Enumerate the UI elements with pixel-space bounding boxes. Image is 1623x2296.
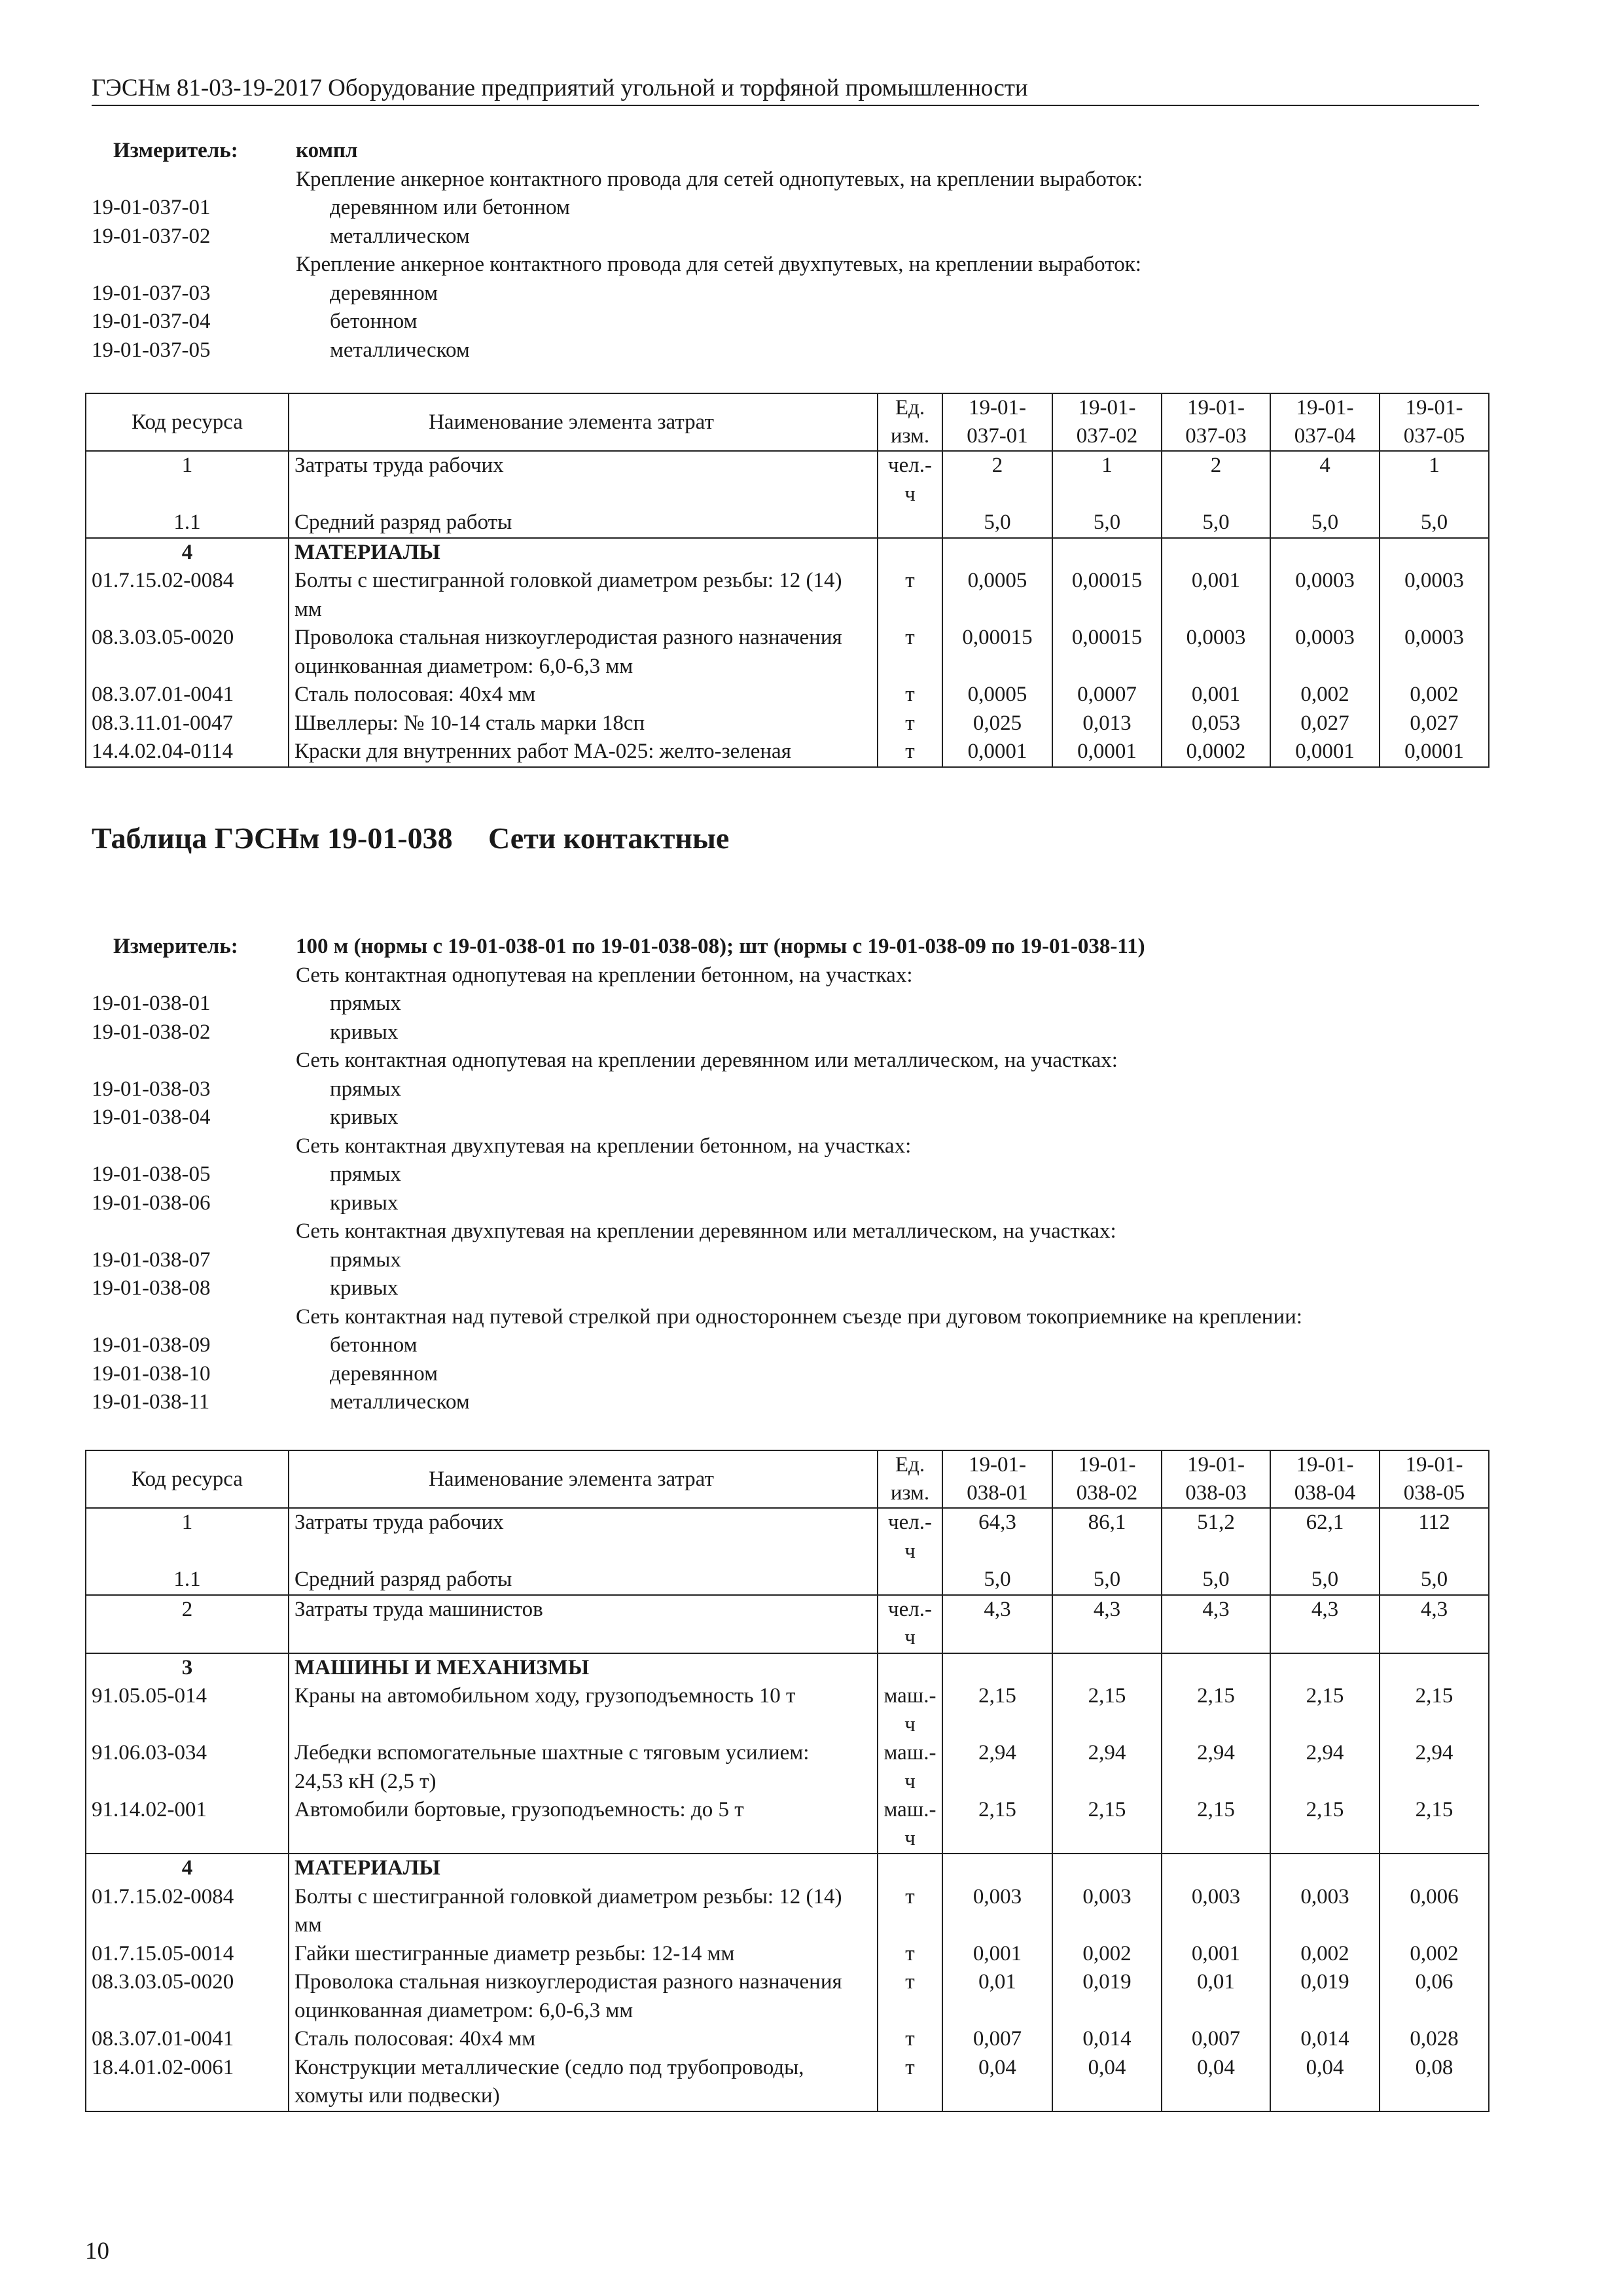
norm-value: 0,002 [1270, 1940, 1380, 1969]
norm-item-name: кривых [330, 1020, 399, 1044]
cost-element-name: Конструкции металлические (седло под трубопроводы, хомуты или подвески) [289, 2054, 878, 2111]
norm-value: 0,08 [1380, 2054, 1489, 2111]
measure-block-037 [92, 137, 1499, 365]
norm-value: 4,3 [1270, 1595, 1380, 1653]
table-row [86, 2054, 1489, 2111]
norm-group-title: Сеть контактная однопутевая на креплении деревянном или металлическом, на участках: [296, 1049, 1118, 1072]
norm-item-row [92, 1360, 1499, 1389]
norm-value: 0,0003 [1270, 567, 1380, 624]
norm-value: 2,15 [1052, 1682, 1162, 1739]
norm-value: 1 [1380, 451, 1489, 509]
norm-value [1162, 538, 1270, 567]
norm-value: 0,003 [1162, 1883, 1270, 1940]
norm-item-name: бетонном [330, 1333, 418, 1357]
unit: т [878, 1883, 942, 1940]
norm-value [1380, 1854, 1489, 1883]
column-header: Код ресурса [86, 1450, 289, 1508]
norm-group-title: Крепление анкерное контактного провода для сетей однопутевых, на креплении выработок: [296, 167, 1143, 191]
resource-code: 01.7.15.02-0084 [86, 1883, 289, 1940]
measure-block-038 [92, 933, 1499, 1417]
norm-item-name: прямых [330, 1247, 401, 1272]
norm-code: 19-01-038-03 [92, 1077, 211, 1101]
unit [878, 509, 942, 538]
table-row [86, 1796, 1489, 1854]
norm-group-title: Сеть контактная над путевой стрелкой при одностороннем съезде при дуговом токоприемнике на креплении: [296, 1304, 1302, 1329]
resource-code: 08.3.07.01-0041 [86, 2025, 289, 2054]
norm-value: 0,0001 [1052, 738, 1162, 767]
norm-value: 51,2 [1162, 1508, 1270, 1566]
norm-value: 4,3 [1052, 1595, 1162, 1653]
norm-item-row [92, 336, 1499, 365]
unit [878, 538, 942, 567]
resource-code: 01.7.15.02-0084 [86, 567, 289, 624]
norm-group-title: Крепление анкерное контактного провода для сетей двухпутевых, на креплении выработок: [296, 253, 1141, 276]
column-header: Наименование элемента затрат [289, 393, 878, 451]
unit: чел.-ч [878, 1595, 942, 1653]
cost-table-037 [85, 393, 1489, 768]
resource-code: 18.4.01.02-0061 [86, 2054, 289, 2111]
norm-code: 19-01-038-04 [92, 1105, 211, 1129]
norm-value: 1 [1052, 451, 1162, 509]
norm-group-row [92, 1217, 1499, 1246]
norm-value: 2,15 [1052, 1796, 1162, 1854]
norm-value: 5,0 [1380, 1566, 1489, 1595]
norm-item-name: деревянном [330, 281, 438, 305]
resource-code: 4 [86, 1854, 289, 1883]
table-row [86, 681, 1489, 709]
norm-item-row [92, 1160, 1499, 1189]
norm-value: 0,0003 [1270, 624, 1380, 681]
cost-element-name: МАШИНЫ И МЕХАНИЗМЫ [289, 1653, 878, 1683]
norm-value: 0,001 [942, 1940, 1052, 1969]
norm-value: 86,1 [1052, 1508, 1162, 1566]
norm-value: 0,04 [1270, 2054, 1380, 2111]
norm-value: 5,0 [1270, 509, 1380, 538]
norm-item-row [92, 1331, 1499, 1360]
column-header: Код ресурса [86, 393, 289, 451]
norm-value: 0,019 [1052, 1968, 1162, 2025]
norm-value: 2,94 [942, 1739, 1052, 1796]
norm-code: 19-01-037-01 [92, 196, 211, 219]
norm-code: 19-01-038-07 [92, 1247, 211, 1272]
norm-value: 2,15 [1380, 1796, 1489, 1854]
unit: чел.-ч [878, 1508, 942, 1566]
unit: т [878, 2025, 942, 2054]
norm-value: 2,94 [1270, 1739, 1380, 1796]
unit: маш.-ч [878, 1682, 942, 1739]
norm-value [1162, 1653, 1270, 1683]
norm-value: 0,002 [1052, 1940, 1162, 1969]
table-row [86, 1595, 1489, 1653]
table-row [86, 2025, 1489, 2054]
table-row [86, 451, 1489, 509]
norm-item-name: прямых [330, 992, 401, 1015]
resource-code: 1 [86, 451, 289, 509]
norm-value: 2,15 [1380, 1682, 1489, 1739]
cost-element-name: МАТЕРИАЛЫ [289, 538, 878, 567]
unit: т [878, 1940, 942, 1969]
cost-element-name: Затраты труда машинистов [289, 1595, 878, 1653]
norm-item-name: кривых [330, 1276, 399, 1300]
unit: маш.-ч [878, 1739, 942, 1796]
norm-value: 0,027 [1270, 709, 1380, 738]
resource-code: 08.3.11.01-0047 [86, 709, 289, 738]
table-name: Сети контактные [488, 821, 730, 855]
unit: маш.-ч [878, 1796, 942, 1854]
page-header: ГЭСНм 81-03-19-2017 Оборудование предприятий угольной и торфяной промышленности [92, 73, 1479, 106]
norm-value [1270, 1653, 1380, 1683]
cost-element-name: Сталь полосовая: 40х4 мм [289, 681, 878, 709]
norm-value: 5,0 [1270, 1566, 1380, 1595]
norm-code: 19-01-038-11 [92, 1390, 210, 1414]
resource-code: 2 [86, 1595, 289, 1653]
norm-value [1380, 538, 1489, 567]
resource-code: 91.14.02-001 [86, 1796, 289, 1854]
norm-item-row [92, 1388, 1499, 1417]
cost-element-name: Затраты труда рабочих [289, 451, 878, 509]
norm-value [1380, 1653, 1489, 1683]
cost-table-038 [85, 1450, 1489, 2112]
cost-element-name: Средний разряд работы [289, 509, 878, 538]
cost-element-name: Краски для внутренних работ МА-025: желто-зеленая [289, 738, 878, 767]
norm-value: 2,15 [1162, 1796, 1270, 1854]
norm-value: 0,025 [942, 709, 1052, 738]
norm-group-row [92, 961, 1499, 990]
cost-element-name: Лебедки вспомогательные шахтные с тяговым усилием: 24,53 кН (2,5 т) [289, 1739, 878, 1796]
measure-row [92, 933, 1499, 961]
measure-value: 100 м (нормы с 19-01-038-01 по 19-01-038-08); шт (нормы с 19-01-038-09 по 19-01-038-11) [296, 935, 1145, 958]
norm-value: 2,15 [942, 1682, 1052, 1739]
cost-element-name: Швеллеры: № 10-14 сталь марки 18сп [289, 709, 878, 738]
norm-value: 0,06 [1380, 1968, 1489, 2025]
table-row [86, 1566, 1489, 1595]
norm-value: 0,019 [1270, 1968, 1380, 2025]
norm-value: 2 [1162, 451, 1270, 509]
norm-group-row [92, 1303, 1499, 1332]
norm-value: 0,0001 [942, 738, 1052, 767]
norm-value: 4,3 [942, 1595, 1052, 1653]
norm-item-name: бетонном [330, 310, 418, 333]
norm-value: 0,0003 [1380, 567, 1489, 624]
column-header: 19-01- 038-03 [1162, 1450, 1270, 1508]
unit: т [878, 738, 942, 767]
norm-value: 5,0 [1052, 1566, 1162, 1595]
norm-code: 19-01-038-01 [92, 992, 211, 1015]
norm-value: 0,014 [1052, 2025, 1162, 2054]
norm-value: 0,0001 [1380, 738, 1489, 767]
norm-value: 0,0003 [1380, 624, 1489, 681]
unit: т [878, 624, 942, 681]
measure-value: компл [296, 139, 358, 162]
resource-code: 08.3.07.01-0041 [86, 681, 289, 709]
column-header: 19-01- 038-04 [1270, 1450, 1380, 1508]
resource-code: 08.3.03.05-0020 [86, 624, 289, 681]
norm-value: 0,001 [1162, 1940, 1270, 1969]
norm-group-title: Сеть контактная двухпутевая на креплении бетонном, на участках: [296, 1134, 912, 1158]
cost-element-name: Сталь полосовая: 40х4 мм [289, 2025, 878, 2054]
norm-code: 19-01-037-04 [92, 310, 211, 333]
norm-value: 0,01 [942, 1968, 1052, 2025]
norm-item-name: прямых [330, 1162, 401, 1186]
resource-code: 91.05.05-014 [86, 1682, 289, 1739]
norm-value: 4 [1270, 451, 1380, 509]
resource-code: 1 [86, 1508, 289, 1566]
column-header: Ед. изм. [878, 1450, 942, 1508]
unit: т [878, 567, 942, 624]
norm-value: 2,15 [1270, 1682, 1380, 1739]
column-header: 19-01- 037-01 [942, 393, 1052, 451]
norm-value: 0,002 [1380, 681, 1489, 709]
norm-group-row [92, 1047, 1499, 1075]
norm-value: 0,003 [1270, 1883, 1380, 1940]
norm-item-name: металлическом [330, 224, 470, 248]
norm-value: 62,1 [1270, 1508, 1380, 1566]
resource-code: 14.4.02.04-0114 [86, 738, 289, 767]
table-row [86, 1854, 1489, 1883]
cost-element-name: Болты с шестигранной головкой диаметром резьбы: 12 (14) мм [289, 1883, 878, 1940]
norm-value: 0,0003 [1162, 624, 1270, 681]
column-header: 19-01- 037-02 [1052, 393, 1162, 451]
norm-value: 0,002 [1270, 681, 1380, 709]
norm-value [942, 538, 1052, 567]
norm-value: 0,014 [1270, 2025, 1380, 2054]
norm-code: 19-01-038-09 [92, 1333, 211, 1357]
table-row [86, 538, 1489, 567]
norm-value [1270, 538, 1380, 567]
norm-value [1052, 538, 1162, 567]
norm-value: 5,0 [1162, 1566, 1270, 1595]
cost-element-name: Болты с шестигранной головкой диаметром резьбы: 12 (14) мм [289, 567, 878, 624]
resource-code: 1.1 [86, 1566, 289, 1595]
cost-element-name: Проволока стальная низкоуглеродистая разного назначения оцинкованная диаметром: 6,0-6,3 мм [289, 1968, 878, 2025]
norm-value: 2,94 [1052, 1739, 1162, 1796]
norm-value: 0,002 [1380, 1940, 1489, 1969]
norm-value: 0,0005 [942, 681, 1052, 709]
norm-code: 19-01-037-02 [92, 224, 211, 248]
unit: чел.-ч [878, 451, 942, 509]
norm-value: 0,00015 [1052, 624, 1162, 681]
table-row [86, 1739, 1489, 1796]
table-id: Таблица ГЭСНм 19-01-038 [92, 821, 453, 855]
norm-code: 19-01-038-02 [92, 1020, 211, 1044]
resource-code: 91.06.03-034 [86, 1739, 289, 1796]
table-row [86, 1940, 1489, 1969]
norm-item-name: металлическом [330, 338, 470, 362]
table-row [86, 624, 1489, 681]
norm-value: 0,053 [1162, 709, 1270, 738]
norm-value: 0,001 [1162, 567, 1270, 624]
page-number: 10 [85, 2238, 109, 2265]
norm-value: 0,04 [942, 2054, 1052, 2111]
norm-item-row [92, 990, 1499, 1018]
norm-item-name: прямых [330, 1077, 401, 1101]
norm-value [1270, 1854, 1380, 1883]
norm-value: 0,013 [1052, 709, 1162, 738]
unit [878, 1566, 942, 1595]
column-header: 19-01- 037-05 [1380, 393, 1489, 451]
measure-row [92, 137, 1499, 166]
norm-code: 19-01-037-05 [92, 338, 211, 362]
norm-value: 5,0 [942, 509, 1052, 538]
cost-element-name: Автомобили бортовые, грузоподъемность: до 5 т [289, 1796, 878, 1854]
norm-group-row [92, 1132, 1499, 1161]
table-row [86, 567, 1489, 624]
unit: т [878, 681, 942, 709]
norm-value [1162, 1854, 1270, 1883]
table-row [86, 509, 1489, 538]
norm-value: 2,94 [1380, 1739, 1489, 1796]
norm-value: 5,0 [1162, 509, 1270, 538]
table-row [86, 1653, 1489, 1683]
table-header-row [86, 1450, 1489, 1508]
norm-item-row [92, 194, 1499, 223]
norm-value: 2,15 [1270, 1796, 1380, 1854]
norm-value: 0,006 [1380, 1883, 1489, 1940]
table-row [86, 1508, 1489, 1566]
cost-element-name: Гайки шестигранные диаметр резьбы: 12-14 мм [289, 1940, 878, 1969]
table-row [86, 738, 1489, 767]
norm-group-title: Сеть контактная однопутевая на креплении бетонном, на участках: [296, 963, 913, 987]
norm-value: 0,027 [1380, 709, 1489, 738]
table-row [86, 1968, 1489, 2025]
norm-value: 64,3 [942, 1508, 1052, 1566]
norm-value: 5,0 [942, 1566, 1052, 1595]
norm-item-row [92, 1075, 1499, 1104]
norm-value: 0,0001 [1270, 738, 1380, 767]
norm-value: 0,04 [1162, 2054, 1270, 2111]
norm-value [1052, 1854, 1162, 1883]
norm-value [942, 1653, 1052, 1683]
norm-group-row [92, 251, 1499, 279]
table-header-row [86, 393, 1489, 451]
norm-item-name: кривых [330, 1191, 399, 1215]
cost-element-name: Затраты труда рабочих [289, 1508, 878, 1566]
norm-value: 0,00015 [1052, 567, 1162, 624]
norm-item-row [92, 1189, 1499, 1218]
norm-value: 0,001 [1162, 681, 1270, 709]
cost-element-name: Средний разряд работы [289, 1566, 878, 1595]
norm-value: 0,01 [1162, 1968, 1270, 2025]
norm-group-row [92, 166, 1499, 194]
column-header: 19-01- 037-04 [1270, 393, 1380, 451]
norm-item-row [92, 1103, 1499, 1132]
norm-item-name: деревянном или бетонном [330, 196, 570, 219]
norm-item-row [92, 223, 1499, 251]
norm-value: 0,0002 [1162, 738, 1270, 767]
measure-label: Измеритель: [113, 139, 238, 162]
norm-group-title: Сеть контактная двухпутевая на креплении деревянном или металлическом, на участках: [296, 1219, 1116, 1243]
norm-item-row [92, 279, 1499, 308]
norm-value: 5,0 [1052, 509, 1162, 538]
column-header: Наименование элемента затрат [289, 1450, 878, 1508]
table-row [86, 709, 1489, 738]
norm-value: 0,0007 [1052, 681, 1162, 709]
unit: т [878, 1968, 942, 2025]
table-row [86, 1682, 1489, 1739]
norm-value: 2,94 [1162, 1739, 1270, 1796]
resource-code: 4 [86, 538, 289, 567]
unit [878, 1854, 942, 1883]
norm-value: 0,00015 [942, 624, 1052, 681]
norm-code: 19-01-038-08 [92, 1276, 211, 1300]
unit: т [878, 2054, 942, 2111]
unit [878, 1653, 942, 1683]
measure-label: Измеритель: [113, 935, 238, 958]
norm-value: 5,0 [1380, 509, 1489, 538]
norm-value: 0,007 [942, 2025, 1052, 2054]
norm-item-name: кривых [330, 1105, 399, 1129]
resource-code: 08.3.03.05-0020 [86, 1968, 289, 2025]
norm-value: 112 [1380, 1508, 1489, 1566]
norm-item-name: деревянном [330, 1361, 438, 1386]
norm-value: 4,3 [1380, 1595, 1489, 1653]
resource-code: 1.1 [86, 509, 289, 538]
norm-item-row [92, 1274, 1499, 1303]
column-header: Ед. изм. [878, 393, 942, 451]
column-header: 19-01- 037-03 [1162, 393, 1270, 451]
norm-value: 0,028 [1380, 2025, 1489, 2054]
norm-code: 19-01-038-05 [92, 1162, 211, 1186]
cost-element-name: Краны на автомобильном ходу, грузоподъемность 10 т [289, 1682, 878, 1739]
norm-value: 2 [942, 451, 1052, 509]
norm-value: 0,04 [1052, 2054, 1162, 2111]
cost-element-name: Проволока стальная низкоуглеродистая разного назначения оцинкованная диаметром: 6,0-6,3 мм [289, 624, 878, 681]
norm-value: 0,003 [1052, 1883, 1162, 1940]
norm-item-row [92, 1246, 1499, 1275]
norm-item-name: металлическом [330, 1390, 470, 1414]
column-header: 19-01- 038-01 [942, 1450, 1052, 1508]
norm-item-row [92, 308, 1499, 336]
norm-value: 0,007 [1162, 2025, 1270, 2054]
resource-code: 3 [86, 1653, 289, 1683]
table-row [86, 1883, 1489, 1940]
unit: т [878, 709, 942, 738]
norm-item-row [92, 1018, 1499, 1047]
norm-code: 19-01-037-03 [92, 281, 211, 305]
resource-code: 01.7.15.05-0014 [86, 1940, 289, 1969]
column-header: 19-01- 038-05 [1380, 1450, 1489, 1508]
column-header: 19-01- 038-02 [1052, 1450, 1162, 1508]
norm-value [1052, 1653, 1162, 1683]
norm-value: 0,003 [942, 1883, 1052, 1940]
norm-value [942, 1854, 1052, 1883]
norm-code: 19-01-038-06 [92, 1191, 211, 1215]
norm-value: 0,0005 [942, 567, 1052, 624]
norm-value: 4,3 [1162, 1595, 1270, 1653]
norm-value: 2,15 [942, 1796, 1052, 1854]
norm-value: 2,15 [1162, 1682, 1270, 1739]
norm-code: 19-01-038-10 [92, 1361, 211, 1386]
cost-element-name: МАТЕРИАЛЫ [289, 1854, 878, 1883]
